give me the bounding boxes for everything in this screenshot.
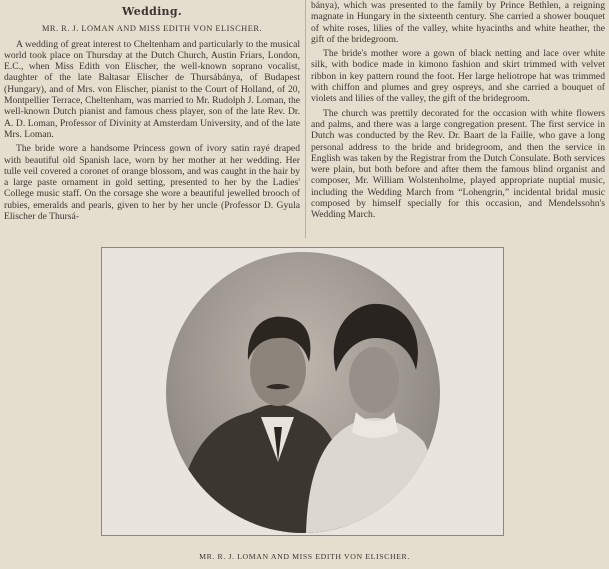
right-column [311,0,605,224]
paragraph: bánya), which was presented to the family by Prince Bethlen, a reigning magnate in Hungary in the sixteenth century. She carried a shower bouquet of white roses, lilies of the valley, white hyacinths and white heather, the gift of the bridegroom. [311,0,605,45]
photo-mount [101,247,504,536]
article-names: MR. R. J. LOMAN AND MISS EDITH VON ELISCHER. [41,24,263,34]
paragraph: The bride wore a handsome Princess gown of ivory satin rayé draped with beautiful old Spanish lace, worn by her mother at her wedding. Her tulle veil covered a coronet of orange blossom, and was caught in the hair by a large paste ornament in gold setting, presented to her by the Ladies' College music staff. On the corsage she wore a beautiful jewelled brooch of rubies, emeralds and pearls, given to her by her uncle (Professor D. Gyula Elischer de Thursá- [4,143,300,223]
wedding-portrait-photo [166,252,440,533]
bride-lace-collar-shape [352,412,398,438]
left-column [4,0,300,222]
column-divider [305,0,306,238]
paragraph: A wedding of great interest to Cheltenham and particularly to the musical world took place on Thursday at the Dutch Church, Austin Friars, London, E.C., when Miss Edith von Elischer, the well-known soprano vocalist, daughter of the late Baltasar Elischer de Thursábánya, of Budapest (Hungary), and of Mrs. von Elischer, pianist to the Court of Holland, of 20, Montpellier Terrace, Cheltenham, was married to Mr. Rudolph J. Loman, the well-known Dutch pianist and famous chess player, son of the late Rev. Dr. A. D. Loman, Professor of Divinity at Amsterdam University, and of the late Mrs. Loman. [4,38,300,140]
section-heading: Wedding. [122,5,182,18]
photo-caption: MR. R. J. LOMAN AND MISS EDITH VON ELISCHER. [199,552,410,561]
paragraph: The bride's mother wore a gown of black netting and lace over white silk, with bodice made in kimono fashion and skirt trimmed with velvet ribbon in key pattern round the foot. Her large heliotrope hat was trimmed with chiffon and plumes and grey ospreys, and she carried a bouquet of violets and lilies of the valley, the gift of the bridegroom. [311,48,605,105]
bride-face-shape [349,347,399,413]
portrait-illustration [166,252,440,533]
paragraph: The church was prettily decorated for the occasion with white flowers and palms, and there was a large congregation present. The first service in Dutch was conducted by the Rev. Dr. Baart de la Faille, who gave a long personal address to the bride and bridegroom, and then the service in English was taken by the Registrar from the Dutch Consulate. Both services were plain, but both before and after them the famous blind organist and composer, Mr. William Wolstenholme, played appropriate nuptial music, including the Wedding March from “Lohengrin,” incidental bridal music composed by himself specially for this occasion, and Mendelssohn's Wedding March. [311,107,605,221]
